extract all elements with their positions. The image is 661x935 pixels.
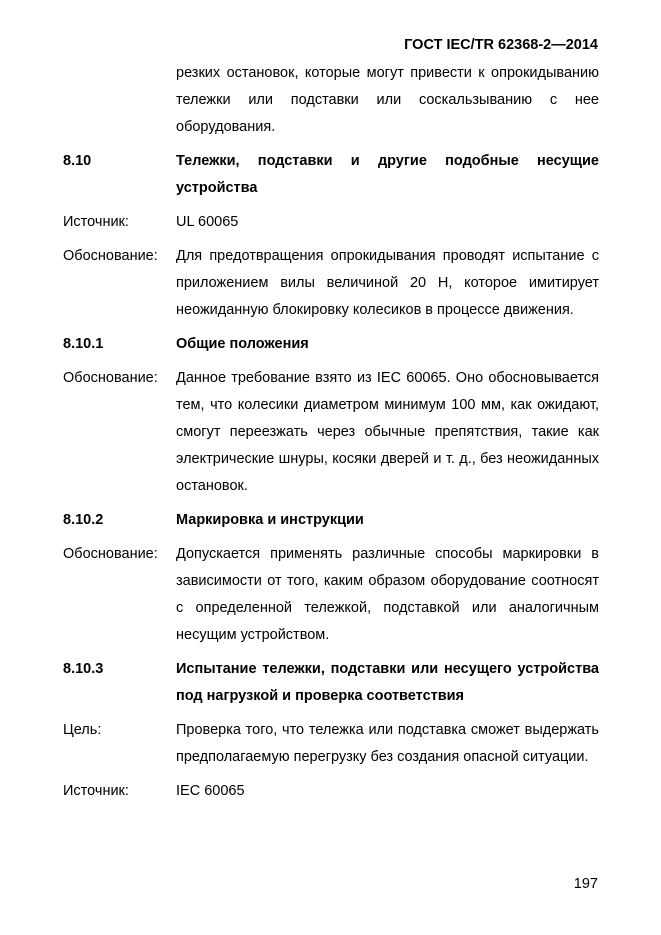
entry-text: IEC 60065 [176, 783, 245, 799]
section-heading-8-10 [63, 148, 599, 202]
entry-text: Для предотвращения опрокидывания проводят испытание с приложением вилы величиной 20 Н, которое имитирует неожиданную блокировку колесиков в процессе движения. [176, 248, 599, 318]
entry-text: Данное требование взято из IEC 60065. Оно обосновывается тем, что колесики диаметром минимум 100 мм, как ожидают, смогут переезжать через обычные препятствия, такие как электрические шнуры, косяки дверей и т. д., без неожиданных остановок. [176, 370, 599, 494]
section-number: 8.10.1 [63, 336, 104, 352]
page-body [63, 60, 599, 812]
document-header: ГОСТ IEC/TR 62368-2—2014 [404, 37, 598, 53]
rationale-entry [63, 541, 599, 649]
entry-text: Проверка того, что тележка или подставка сможет выдержать предполагаемую перегрузку без создания опасной ситуации. [176, 722, 599, 765]
entry-label: Цель: [63, 722, 102, 738]
section-heading-8-10-1 [63, 331, 599, 358]
entry-label: Источник: [63, 783, 129, 799]
rationale-entry [63, 243, 599, 324]
section-title: Общие положения [176, 336, 309, 352]
entry-text: UL 60065 [176, 214, 239, 230]
source-entry [63, 209, 599, 236]
continuation-paragraph [63, 60, 599, 141]
section-heading-8-10-3 [63, 656, 599, 710]
purpose-entry [63, 717, 599, 771]
section-title: Маркировка и инструкции [176, 512, 364, 528]
rationale-entry [63, 365, 599, 500]
source-entry [63, 778, 599, 805]
section-title: Тележки, подставки и другие подобные несущие устройства [176, 153, 599, 196]
entry-label: Обоснование: [63, 248, 158, 264]
entry-label: Источник: [63, 214, 129, 230]
section-number: 8.10 [63, 153, 92, 169]
entry-text: Допускается применять различные способы маркировки в зависимости от того, каким образом оборудование соотносят с определенной тележкой, подставкой или аналогичным несущим устройством. [176, 546, 599, 643]
section-heading-8-10-2 [63, 507, 599, 534]
section-number: 8.10.3 [63, 661, 104, 677]
entry-label: Обоснование: [63, 546, 158, 562]
page-number: 197 [573, 876, 598, 892]
entry-label: Обоснование: [63, 370, 158, 386]
empty-label [63, 60, 176, 141]
section-number: 8.10.2 [63, 512, 104, 528]
section-title: Испытание тележки, подставки или несущего устройства под нагрузкой и проверка соответствия [176, 661, 599, 704]
paragraph-text: резких остановок, которые могут привести к опрокидыванию тележки или подставки или соскальзыванию с нее оборудования. [176, 65, 599, 135]
